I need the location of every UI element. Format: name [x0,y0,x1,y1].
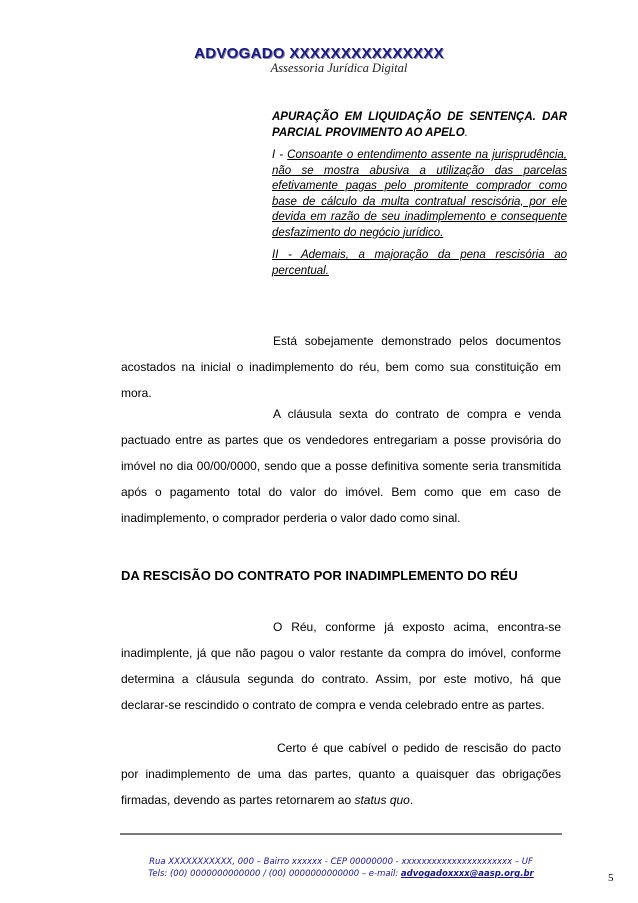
paragraph-4-end: . [409,793,414,807]
quote-heading-end: . [464,126,468,139]
footer-divider [120,833,562,835]
section-title: DA RESCISÃO DO CONTRATO POR INADIMPLEMENTO DO RÉU [121,568,518,583]
footer-address: Rua XXXXXXXXXXX, 000 – Bairro xxxxxx - CEP 00000000 - xxxxxxxxxxxxxxxxxxxxxx – UF [149,857,533,867]
paragraph-4-italic: status quo [354,793,410,807]
paragraph-1-text: Está sobejamente demonstrado pelos documentos acostados na inicial o inadimplemento do réu, bem como sua constituição em mora. [121,334,561,400]
quote-item-1-text: Consoante o entendimento assente na jurisprudência, não se mostra abusiva a utilização das parcelas efetivamente pagas pelo promitente comprador como base de cálculo da multa contratual rescisória, por ele devida em razão de seu inadimplemento e consequente desfazimento do negócio jurídico. [272,149,567,239]
quote-item-1 [272,148,567,241]
jurisprudence-quote [272,110,567,286]
letterhead [0,46,638,75]
paragraph-3 [121,614,561,718]
quote-item-1-prefix: I - [272,149,288,161]
page-number: 5 [608,872,614,884]
paragraph-4 [121,735,561,813]
letterhead-tagline: Assessoria Jurídica Digital [270,61,408,75]
footer-contacts [120,868,562,880]
paragraph-4-text: Certo é que cabível o pedido de rescisão do pacto por inadimplemento de uma das partes, quanto a quaisquer das obrigações firmadas, devendo as partes retornarem ao [121,741,561,807]
quote-item-2: II - Ademais, a majoração da pena rescisória ao percentual. [272,249,567,277]
footer-phones: Tels: (00) 0000000000000 / (00) 0000000000000 – e-mail: [148,869,401,879]
footer-email-link[interactable]: advogadoxxxx@aasp.org.br [400,869,534,879]
quote-heading-text: APURAÇÃO EM LIQUIDAÇÃO DE SENTENÇA. DAR PARCIAL PROVIMENTO AO APELO [272,111,567,139]
paragraph-3-text: O Réu, conforme já exposto acima, encontra-se inadimplente, já que não pagou o valor restante da compra do imóvel, conforme determina a cláusula segunda do contrato. Assim, por este motivo, há que declarar-se rescindido o contrato de compra e venda celebrado entre as partes. [121,620,561,712]
letterhead-brand: ADVOGADO XXXXXXXXXXXXXXX [194,45,444,62]
paragraph-1 [121,328,561,406]
quote-heading [272,110,567,141]
paragraph-2-text: A cláusula sexta do contrato de compra e venda pactuado entre as partes que os vendedores entregariam a posse provisória do imóvel no dia 00/00/0000, sendo que a posse definitiva somente seria transmitida após o pagamento total do valor do imóvel. Bem como que em caso de inadimplemento, o comprador perderia o valor dado como sinal. [121,407,561,525]
footer [120,856,562,880]
paragraph-2 [121,401,561,531]
